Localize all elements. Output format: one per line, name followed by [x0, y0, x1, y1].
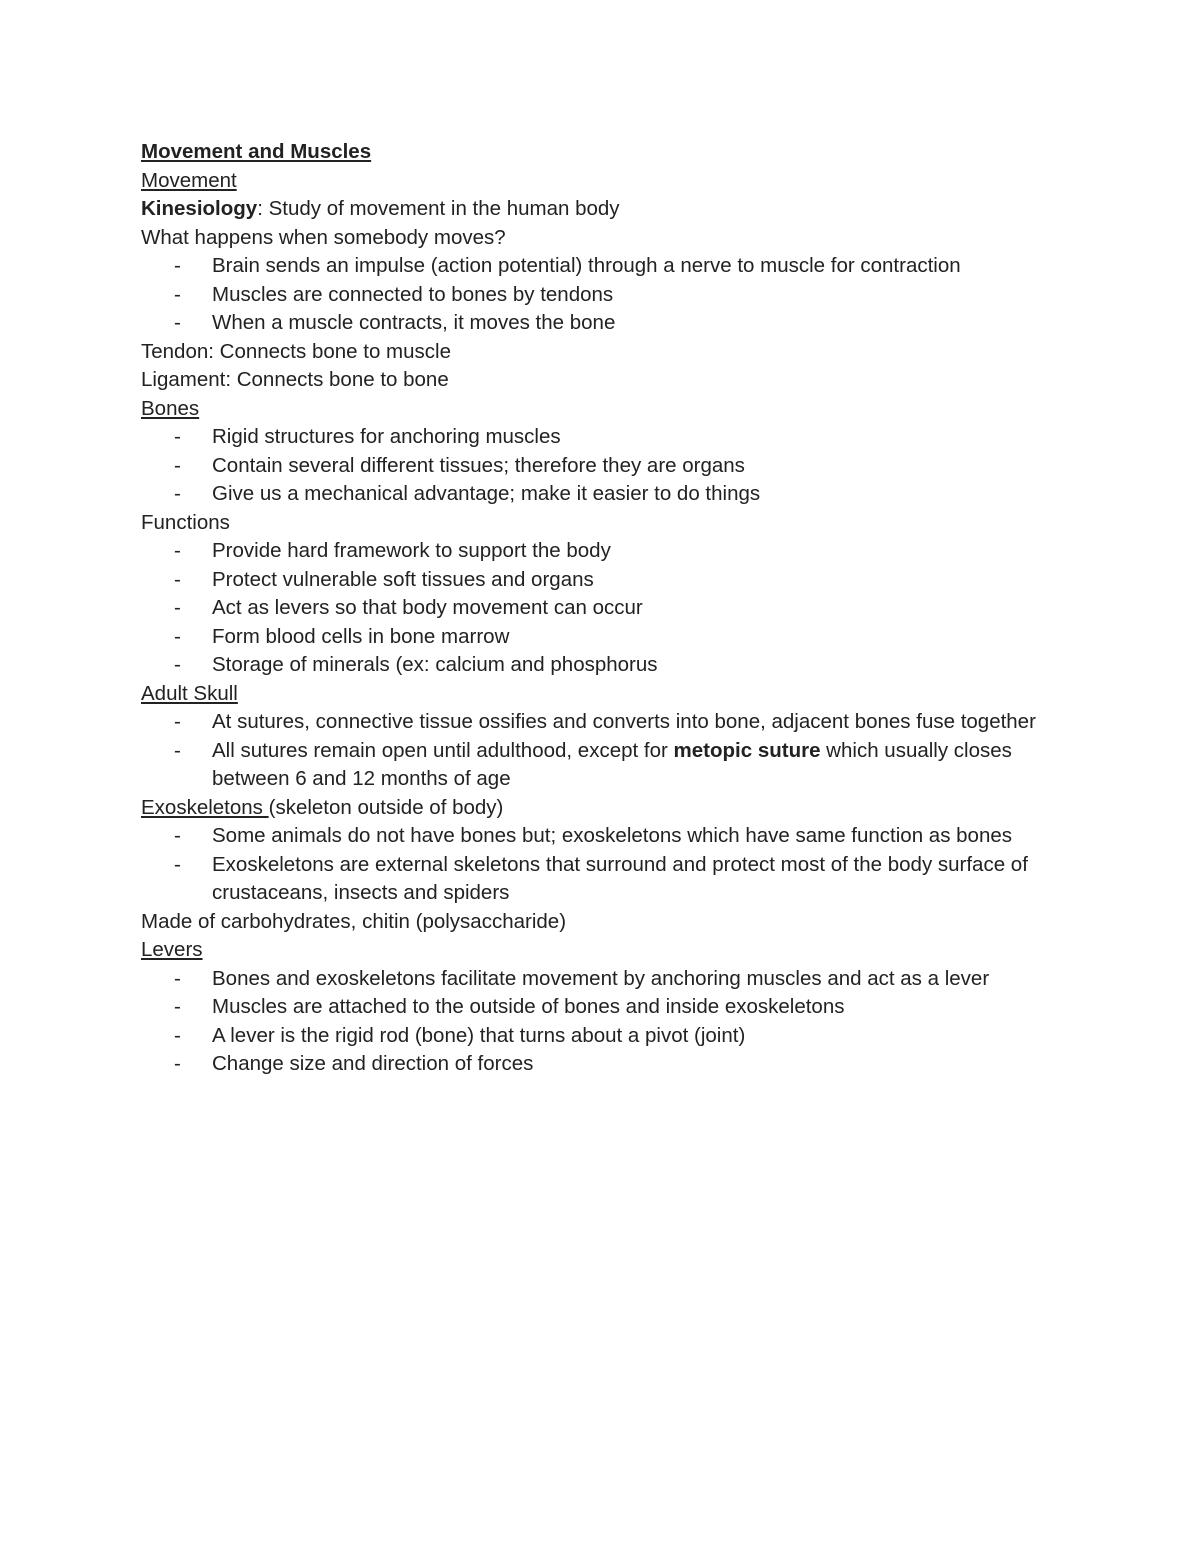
bullet-dash: - [174, 453, 181, 477]
bullet-dash: - [174, 852, 181, 876]
kinesiology-text: : Study of movement in the human body [257, 197, 620, 220]
list-item-text: Form blood cells in bone marrow [212, 624, 510, 648]
exoskeletons-note: (skeleton outside of body) [268, 795, 504, 819]
functions-label: Functions [141, 510, 230, 534]
list-item [141, 594, 1071, 623]
list-item [141, 993, 1071, 1022]
kinesiology-definition [141, 195, 1071, 224]
kinesiology-term: Kinesiology [141, 197, 258, 220]
list-item-text: Storage of minerals (ex: calcium and phosphorus [212, 653, 658, 676]
bullet-dash: - [174, 966, 181, 990]
document-title: Movement and Muscles [141, 140, 372, 163]
bullet-dash: - [174, 539, 181, 562]
section-heading-exoskeletons: Exoskeletons [141, 795, 269, 819]
bullet-dash: - [174, 311, 181, 334]
list-item [141, 537, 1071, 566]
bullet-dash: - [174, 653, 181, 676]
tendon-definition: Tendon: Connects bone to muscle [141, 339, 451, 363]
list-item-text: Muscles are attached to the outside of bones and inside exoskeletons [212, 995, 845, 1018]
list-item [141, 822, 1071, 851]
list-item-text: Muscles are connected to bones by tendons [212, 282, 614, 306]
bullet-dash: - [174, 624, 181, 648]
list-item [141, 1050, 1071, 1079]
list-item [141, 708, 1071, 737]
list-item-text: Rigid structures for anchoring muscles [212, 425, 561, 448]
list-item-text: When a muscle contracts, it moves the bone [212, 311, 616, 334]
list-item-text: Exoskeletons are external skeletons that surround and protect most of the body surface of crustaceans, insects and spiders [212, 852, 1028, 904]
list-item [141, 651, 1071, 680]
section-heading-levers: Levers [141, 938, 203, 961]
list-item-text: Brain sends an impulse (action potential) through a nerve to muscle for contraction [212, 254, 961, 277]
bullet-dash: - [174, 995, 181, 1018]
list-item [141, 965, 1071, 994]
list-item-text: At sutures, connective tissue ossifies and converts into bone, adjacent bones fuse together [212, 710, 1036, 733]
list-item [141, 281, 1071, 310]
document-page [141, 138, 1071, 1079]
list-item-text: Give us a mechanical advantage; make it easier to do things [212, 482, 761, 505]
list-item-text: Contain several different tissues; therefore they are organs [212, 453, 745, 477]
bullet-dash: - [174, 482, 181, 505]
bullet-dash: - [174, 254, 181, 277]
list-item [141, 309, 1071, 338]
bullet-dash: - [174, 567, 181, 591]
bullet-dash: - [174, 282, 181, 306]
list-item-text: Provide hard framework to support the body [212, 539, 611, 562]
bullet-dash: - [174, 596, 181, 619]
list-item [141, 423, 1071, 452]
list-item [141, 252, 1071, 281]
movement-question: What happens when somebody moves? [141, 225, 506, 249]
list-item-text: Protect vulnerable soft tissues and organs [212, 567, 594, 591]
bullet-dash: - [174, 824, 181, 847]
list-item [141, 623, 1071, 652]
ligament-definition: Ligament: Connects bone to bone [141, 368, 449, 391]
bullet-dash: - [174, 710, 181, 733]
bullet-dash: - [174, 1023, 181, 1047]
list-item [141, 1022, 1071, 1051]
list-item [141, 452, 1071, 481]
section-heading-movement: Movement [141, 168, 237, 192]
list-item-text-start: All sutures remain open until adulthood, except for [212, 738, 674, 762]
list-item-text: Some animals do not have bones but; exoskeletons which have same function as bones [212, 824, 1012, 847]
bullet-dash: - [174, 738, 181, 762]
list-item [141, 851, 1071, 908]
list-item [141, 737, 1071, 794]
section-heading-exoskeletons-line [141, 794, 1071, 823]
list-item-text: Change size and direction of forces [212, 1052, 534, 1075]
bullet-dash: - [174, 1052, 181, 1075]
list-item [141, 566, 1071, 595]
list-item-text: A lever is the rigid rod (bone) that turns about a pivot (joint) [212, 1023, 746, 1047]
list-item-text: Bones and exoskeletons facilitate movement by anchoring muscles and act as a lever [212, 966, 990, 990]
list-item-text-end: which usually closes between 6 and 12 months of age [212, 738, 1012, 790]
section-heading-bones: Bones [141, 396, 200, 420]
metopic-suture-term: metopic suture [673, 738, 821, 762]
list-item-text: Act as levers so that body movement can occur [212, 596, 643, 619]
exoskeleton-composition: Made of carbohydrates, chitin (polysaccharide) [141, 909, 567, 933]
list-item [141, 480, 1071, 509]
section-heading-adult-skull: Adult Skull [141, 681, 238, 705]
bullet-dash: - [174, 425, 181, 448]
